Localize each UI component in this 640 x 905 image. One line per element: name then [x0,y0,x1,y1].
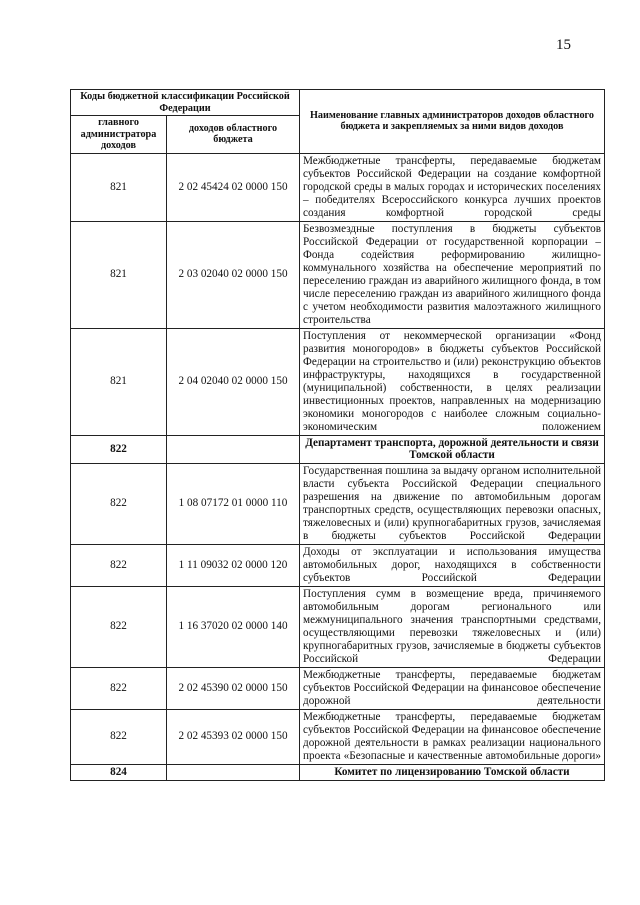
table-row [71,709,605,764]
budget-classification-table [70,89,605,781]
admin-code-cell: 822 [71,463,167,544]
income-code-cell: 2 02 45393 02 0000 150 [167,709,300,764]
income-code-cell [167,764,300,780]
page-number: 15 [556,37,571,53]
admin-code-cell: 822 [71,435,167,463]
administrator-row [71,435,605,463]
admin-code-cell: 822 [71,544,167,586]
admin-code-cell: 821 [71,153,167,221]
table-row [71,463,605,544]
admin-code-cell: 824 [71,764,167,780]
income-description-cell: Поступления от некоммерческой организации «Фонд развития моногородов» в бюджеты субъектов Российской Федерации на строительство и (или) реконструкцию объектов инфраструктуры, находящихся в государственной (муниципальной) собственности, в целях реализации инвестиционных проектов, направленных на модернизацию экономики моногородов с наиболее сложным социально-экономическим положением [300,328,605,435]
income-description-cell: Безвозмездные поступления в бюджеты субъектов Российской Федерации от государственной корпорации – Фонда содействия реформированию жилищно-коммунального хозяйства на обеспечение мероприятий по переселению граждан из аварийного жилищного фонда, в том числе переселению граждан из аварийного жилищного фонда с учетом необходимости развития малоэтажного жилищного строительства [300,221,605,328]
admin-code-cell: 822 [71,709,167,764]
income-code-cell: 2 04 02040 02 0000 150 [167,328,300,435]
table-row [71,221,605,328]
admin-code-cell: 821 [71,221,167,328]
admin-code-cell: 821 [71,328,167,435]
income-description-cell: Поступления сумм в возмещение вреда, причиняемого автомобильным дорогам регионального или межмуниципального значения транспортными средствами, осуществляющими перевозки тяжеловесных и (или) крупногабаритных грузов, зачисляемые в бюджеты субъектов Российской Федерации [300,586,605,667]
income-description-cell: Межбюджетные трансферты, передаваемые бюджетам субъектов Российской Федерации на финансовое обеспечение дорожной деятельности [300,667,605,709]
table-row [71,667,605,709]
income-description-cell: Межбюджетные трансферты, передаваемые бюджетам субъектов Российской Федерации на создание комфортной городской среды в малых городах и исторических поселениях – победителях Всероссийского конкурса лучших проектов создания комфортной городской среды [300,153,605,221]
administrator-name-cell: Департамент транспорта, дорожной деятельности и связи Томской области [300,435,605,463]
header-row-1 [71,90,605,116]
table-row [71,544,605,586]
admin-code-cell: 822 [71,667,167,709]
income-code-cell: 1 08 07172 01 0000 110 [167,463,300,544]
table-row [71,586,605,667]
income-code-cell: 2 03 02040 02 0000 150 [167,221,300,328]
income-code-cell: 2 02 45390 02 0000 150 [167,667,300,709]
income-code-cell: 2 02 45424 02 0000 150 [167,153,300,221]
table-row [71,328,605,435]
header-name: Наименование главных администраторов доходов областного бюджета и закрепляемых за ними видов доходов [300,90,605,154]
income-code-cell: 1 16 37020 02 0000 140 [167,586,300,667]
header-admin-code: главного администратора доходов [71,116,167,154]
income-code-cell: 1 11 09032 02 0000 120 [167,544,300,586]
header-income-code: доходов областного бюджета [167,116,300,154]
income-code-cell [167,435,300,463]
income-description-cell: Государственная пошлина за выдачу органом исполнительной власти субъекта Российской Федерации специального разрешения на движение по автомобильным дорогам транспортных средств, осуществляющих перевозки опасных, тяжеловесных и (или) крупногабаритных грузов, зачисляемая в бюджеты субъектов Российской Федерации [300,463,605,544]
income-description-cell: Межбюджетные трансферты, передаваемые бюджетам субъектов Российской Федерации на финансовое обеспечение дорожной деятельности в рамках реализации национального проекта «Безопасные и качественные автомобильные дороги» [300,709,605,764]
header-codes-group: Коды бюджетной классификации Российской Федерации [71,90,300,116]
administrator-row [71,764,605,780]
admin-code-cell: 822 [71,586,167,667]
administrator-name-cell: Комитет по лицензированию Томской области [300,764,605,780]
table-row [71,153,605,221]
income-description-cell: Доходы от эксплуатации и использования имущества автомобильных дорог, находящихся в собственности субъектов Российской Федерации [300,544,605,586]
